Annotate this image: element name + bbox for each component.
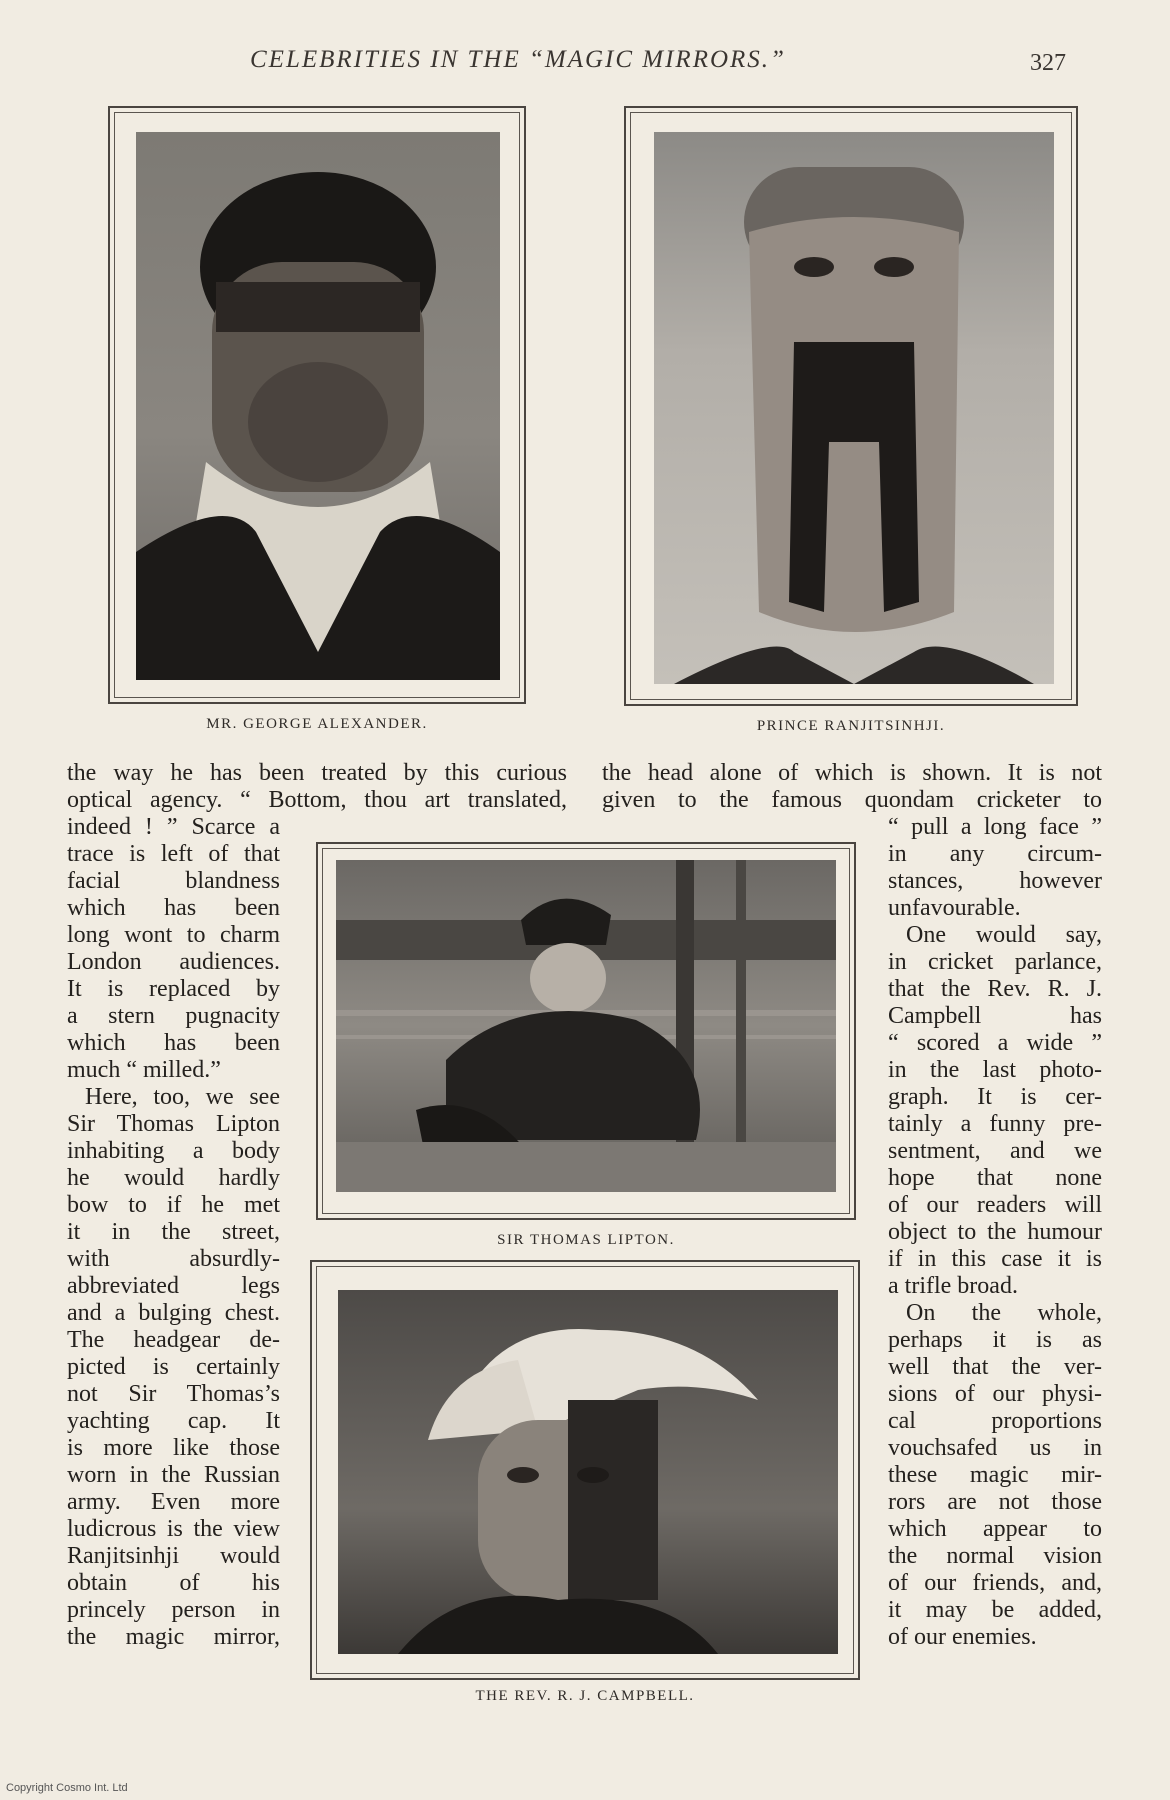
text-line: well that the ver-: [888, 1354, 1102, 1380]
text-line: graph. It is cer-: [888, 1084, 1102, 1110]
text-line: that the Rev. R. J.: [888, 976, 1102, 1002]
text-line: stances, however: [888, 868, 1102, 894]
text-line: princely person in: [67, 1597, 280, 1623]
figure-ranjitsinhji-frame: [624, 106, 1078, 706]
left-column-text: [67, 814, 280, 1651]
text-line: optical agency. “ Bottom, thou art translated,: [67, 787, 567, 813]
text-line: a trifle broad.: [888, 1273, 1018, 1299]
text-line: obtain of his: [67, 1570, 280, 1596]
text-line: it may be added,: [888, 1597, 1102, 1623]
text-line: of our readers will: [888, 1192, 1102, 1218]
text-line: and a bulging chest.: [67, 1300, 280, 1326]
text-line: not Sir Thomas’s: [67, 1381, 280, 1407]
text-line: London audiences.: [67, 949, 280, 975]
text-line: is more like those: [67, 1435, 280, 1461]
text-line: a stern pugnacity: [67, 1003, 280, 1029]
alexander-photo: [136, 132, 500, 680]
text-line: of our friends, and,: [888, 1570, 1102, 1596]
text-line: sentment, and we: [888, 1138, 1102, 1164]
text-line: Ranjitsinhji would: [67, 1543, 280, 1569]
text-line: One would say,: [906, 922, 1102, 948]
text-line: picted is certainly: [67, 1354, 280, 1380]
text-line: which appear to: [888, 1516, 1102, 1542]
text-line: hope that none: [888, 1165, 1102, 1191]
text-line: vouchsafed us in: [888, 1435, 1102, 1461]
running-header: CELEBRITIES IN THE “MAGIC MIRRORS.”: [250, 46, 786, 73]
text-line: in any circum-: [888, 841, 1102, 867]
page-number: 327: [1030, 50, 1066, 76]
text-line: yachting cap. It: [67, 1408, 280, 1434]
right-top-paragraph: [602, 760, 1102, 814]
caption-lipton: SIR THOMAS LIPTON.: [497, 1232, 675, 1248]
text-line: the normal vision: [888, 1543, 1102, 1569]
ranjitsinhji-photo: [654, 132, 1054, 684]
figure-lipton-frame: [316, 842, 856, 1220]
text-line: Here, too, we see: [85, 1084, 280, 1110]
text-line: ludicrous is the view: [67, 1516, 280, 1542]
text-line: the magic mirror,: [67, 1624, 280, 1650]
text-line: if in this case it is: [888, 1246, 1102, 1272]
text-line: “ scored a wide ”: [888, 1030, 1102, 1056]
text-line: he would hardly: [67, 1165, 280, 1191]
text-line: On the whole,: [906, 1300, 1102, 1326]
left-top-paragraph: [67, 760, 567, 814]
text-line: bow to if he met: [67, 1192, 280, 1218]
text-line: which has been: [67, 895, 280, 921]
text-line: worn in the Russian: [67, 1462, 280, 1488]
copyright-notice: Copyright Cosmo Int. Ltd: [6, 1782, 128, 1794]
text-line: it in the street,: [67, 1219, 280, 1245]
lipton-photo: [336, 860, 836, 1192]
text-line: in cricket parlance,: [888, 949, 1102, 975]
text-line: of our enemies.: [888, 1624, 1037, 1650]
figure-campbell-frame: [310, 1260, 860, 1680]
text-line: with absurdly-: [67, 1246, 280, 1272]
text-line: perhaps it is as: [888, 1327, 1102, 1353]
caption-alexander: MR. GEORGE ALEXANDER.: [206, 716, 428, 732]
text-line: The headgear de-: [67, 1327, 280, 1353]
figure-alexander-frame: [108, 106, 526, 704]
text-line: cal proportions: [888, 1408, 1102, 1434]
right-column-text: [888, 814, 1102, 1651]
text-line: which has been: [67, 1030, 280, 1056]
text-line: inhabiting a body: [67, 1138, 280, 1164]
text-line: rors are not those: [888, 1489, 1102, 1515]
text-line: object to the humour: [888, 1219, 1102, 1245]
campbell-photo: [338, 1290, 838, 1654]
caption-ranjitsinhji: PRINCE RANJITSINHJI.: [756, 718, 946, 734]
text-line: It is replaced by: [67, 976, 280, 1002]
text-line: much “ milled.”: [67, 1057, 221, 1083]
text-line: in the last photo-: [888, 1057, 1102, 1083]
text-line: the head alone of which is shown. It is not: [602, 760, 1102, 786]
text-line: Campbell has: [888, 1003, 1102, 1029]
text-line: abbreviated legs: [67, 1273, 280, 1299]
text-line: trace is left of that: [67, 841, 280, 867]
text-line: indeed ! ” Scarce a: [67, 814, 280, 840]
text-line: facial blandness: [67, 868, 280, 894]
text-line: tainly a funny pre-: [888, 1111, 1102, 1137]
text-line: these magic mir-: [888, 1462, 1102, 1488]
text-line: “ pull a long face ”: [888, 814, 1102, 840]
text-line: sions of our physi-: [888, 1381, 1102, 1407]
text-line: long wont to charm: [67, 922, 280, 948]
text-line: the way he has been treated by this curious: [67, 760, 567, 786]
text-line: given to the famous quondam cricketer to: [602, 787, 1102, 813]
text-line: Sir Thomas Lipton: [67, 1111, 280, 1137]
text-line: unfavourable.: [888, 895, 1021, 921]
caption-campbell: THE REV. R. J. CAMPBELL.: [475, 1688, 695, 1704]
text-line: army. Even more: [67, 1489, 280, 1515]
